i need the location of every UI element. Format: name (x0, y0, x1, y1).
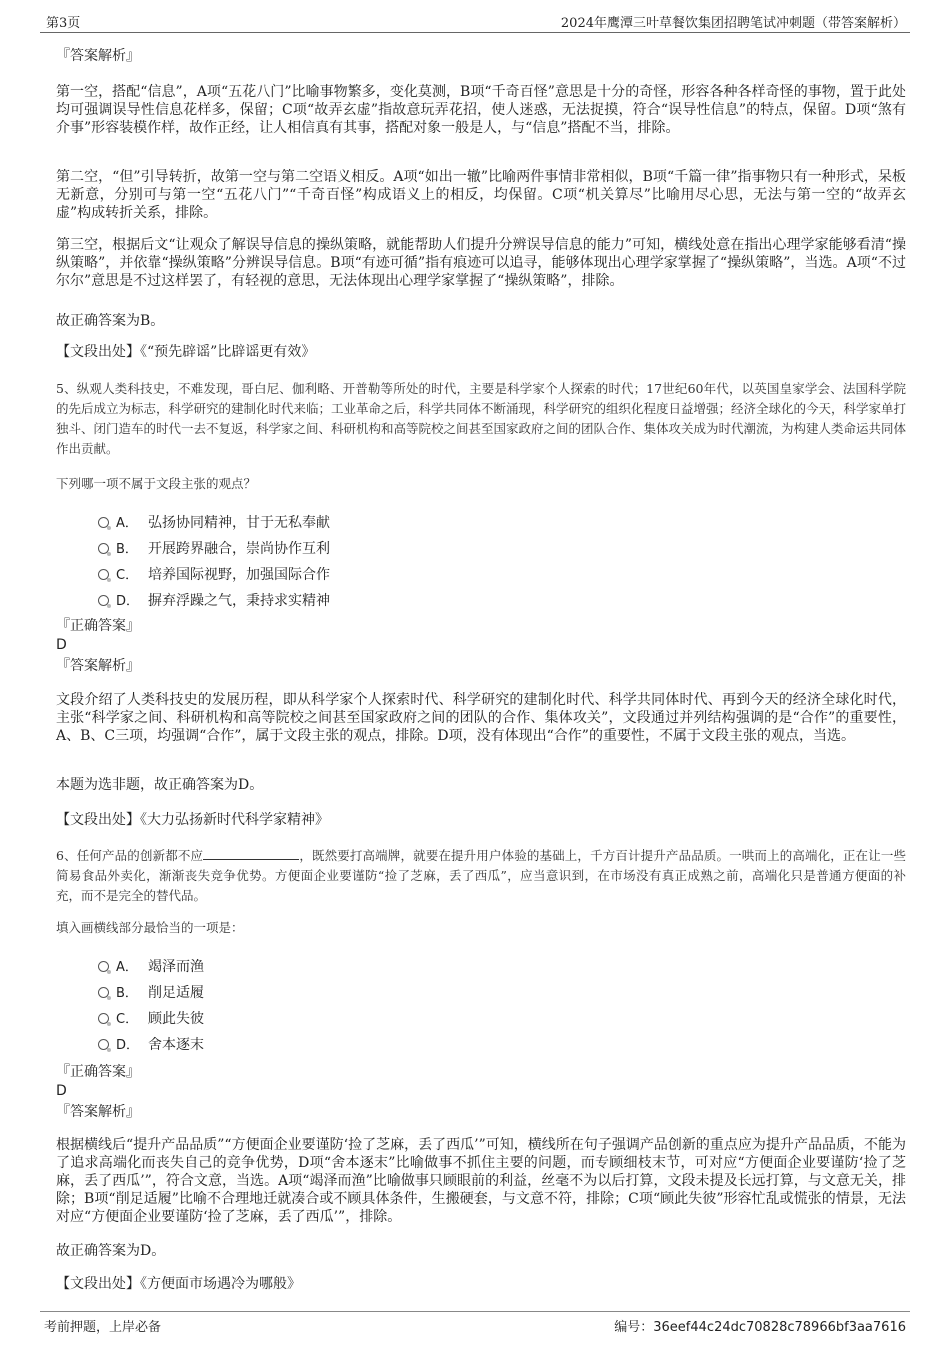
q5-answer-label: 『正确答案』 (56, 618, 140, 634)
radio-icon[interactable] (98, 1013, 109, 1024)
radio-icon[interactable] (98, 987, 109, 998)
radio-icon[interactable] (98, 517, 109, 528)
q6-analysis: 根据横线后“提升产品品质”“方便面企业要谨防‘捡了芝麻，丢了西瓜’”可知，横线所在句子强调产品创新的重点应为提升产品品质，不能为了追求高端化而丧失自己的竞争优势，D项“舍本逐末”比喻做事不抓住主要的问题，而专顾细枝末节，可对应“方便面企业要谨防‘捡了芝麻，丢了西瓜’”，符合文意，当选。A项“竭泽而渔”比喻做事只顾眼前的利益，丝毫不为以后打算，文段未提及长远打算，与文意无关，排除；B项“削足适履”比喻不合理地迁就凑合或不顾具体条件，生搬硬套，与文意不符，排除；C项“顾此失彼”形容忙乱或慌张的情景，无法对应“方便面企业要谨防‘捡了芝麻，丢了西瓜’”，排除。 (56, 1137, 906, 1225)
footer-motto: 考前押题，上岸必备 (44, 1320, 162, 1335)
q5-analysis-label: 『答案解析』 (56, 658, 140, 674)
q5-analysis: 文段介绍了人类科技史的发展历程，即从科学家个人探索时代、科学研究的建制化时代、科学共同体时代、再到今天的经济全球化时代，主张“科学家之间、科研机构和高等院校之间甚至国家政府之间的团队的合作、集体攻关”，文段通过并列结构强调的是“合作”的重要性，A、B、C三项，均强调“合作”，属于文段主张的观点，排除。D项，没有体现出“合作”的重要性，不属于文段主张的观点，当选。 (56, 692, 906, 744)
q4-analysis-para2: 第二空，“但”引导转折，故第一空与第二空语义相反。A项“如出一辙”比喻两件事情非常相似，B项“千篇一律”指事物只有一种形式，呆板无新意，分别可与第一空“五花八门”“千奇百怪”构成语义上的相反，均保留。C项“机关算尽”比喻用尽心思，无法与第一空的“故弄玄虚”构成转折关系，排除。 (56, 169, 906, 221)
fill-in-blank (203, 847, 299, 860)
page-footer (40, 1311, 910, 1336)
radio-icon[interactable] (98, 595, 109, 606)
radio-icon[interactable] (98, 543, 109, 554)
radio-icon[interactable] (98, 961, 109, 972)
q5-conclusion: 本题为选非题，故正确答案为D。 (56, 777, 264, 793)
q6-analysis-label: 『答案解析』 (56, 1104, 140, 1120)
q5-source: 【文段出处】《大力弘扬新时代科学家精神》 (56, 812, 329, 828)
footer-code: 编号：36eef44c24dc70828c78966bf3aa7616 (614, 1320, 906, 1335)
q5-prompt: 下列哪一项不属于文段主张的观点？ (56, 476, 257, 491)
q5-passage: 5、纵观人类科技史，不难发现，哥白尼、伽利略、开普勒等所处的时代，主要是科学家个人探索的时代；17世纪60年代，以英国皇家学会、法国科学院的先后成立为标志，科学研究的建制化时代来临；工业革命之后，科学共同体不断涌现，科学研究的组织化程度日益增强；经济全球化的今天，科学家单打独斗、闭门造车的时代一去不复返，科学家之间、科研机构和高等院校之间甚至国家政府之间的团队合作、集体攻关成为时代潮流，为构建人类命运共同体作出贡献。 (56, 381, 907, 456)
q4-analysis-label: 『答案解析』 (56, 48, 140, 64)
page-header (40, 10, 910, 33)
q6-answer: D (56, 1083, 67, 1099)
q5-answer: D (56, 637, 67, 653)
q4-analysis-para1: 第一空，搭配“信息”，A项“五花八门”比喻事物繁多，变化莫测，B项“千奇百怪”意思是十分的奇怪，形容各种各样奇怪的事物，置于此处均可强调误导性信息花样多，保留；C项“故弄玄虚”指故意玩弄花招，使人迷惑，无法捉摸，符合“误导性信息”的特点，保留。D项“煞有介事”形容装模作样，故作正经，让人相信真有其事，搭配对象一般是人，与“信息”搭配不当，排除。 (56, 84, 906, 136)
q6-source: 【文段出处】《方便面市场遇冷为哪般》 (56, 1276, 301, 1292)
q6-passage: 6、任何产品的创新都不应 ，既然要打高端牌，就要在提升用户体验的基础上，千方百计提升产品品质。一哄而上的高端化，正在让一些简易食品外卖化，渐渐丧失竞争优势。方便面企业要谨防“捡了芝麻，丢了西瓜”，应当意识到，在市场没有真正成熟之前，高端化只是普通方便面的补充，而不是完全的替代品。 (56, 848, 906, 903)
q4-analysis-para3: 第三空，根据后文“让观众了解误导信息的操纵策略，就能帮助人们提升分辨误导信息的能力”可知，横线处意在指出心理学家能够看清“操纵策略”，并依靠“操纵策略”分辨误导信息。B项“有迹可循”指有痕迹可以追寻，能够体现出心理学家掌握了“操纵策略”，当选。A项“不过尔尔”意思是不过这样罢了，有轻视的意思，无法体现出心理学家掌握了“操纵策略”，排除。 (56, 237, 906, 289)
q6-conclusion: 故正确答案为D。 (56, 1243, 166, 1259)
document-title: 2024年鹰潭三叶草餐饮集团招聘笔试冲刺题（带答案解析） (560, 16, 906, 31)
q6-prompt: 填入画横线部分最恰当的一项是： (56, 920, 244, 935)
radio-icon[interactable] (98, 569, 109, 580)
q4-source: 【文段出处】《“预先辟谣”比辟谣更有效》 (56, 344, 316, 360)
q4-conclusion: 故正确答案为B。 (56, 313, 165, 329)
page-number: 第3页 (46, 16, 81, 31)
q6-answer-label: 『正确答案』 (56, 1064, 140, 1080)
radio-icon[interactable] (98, 1039, 109, 1050)
